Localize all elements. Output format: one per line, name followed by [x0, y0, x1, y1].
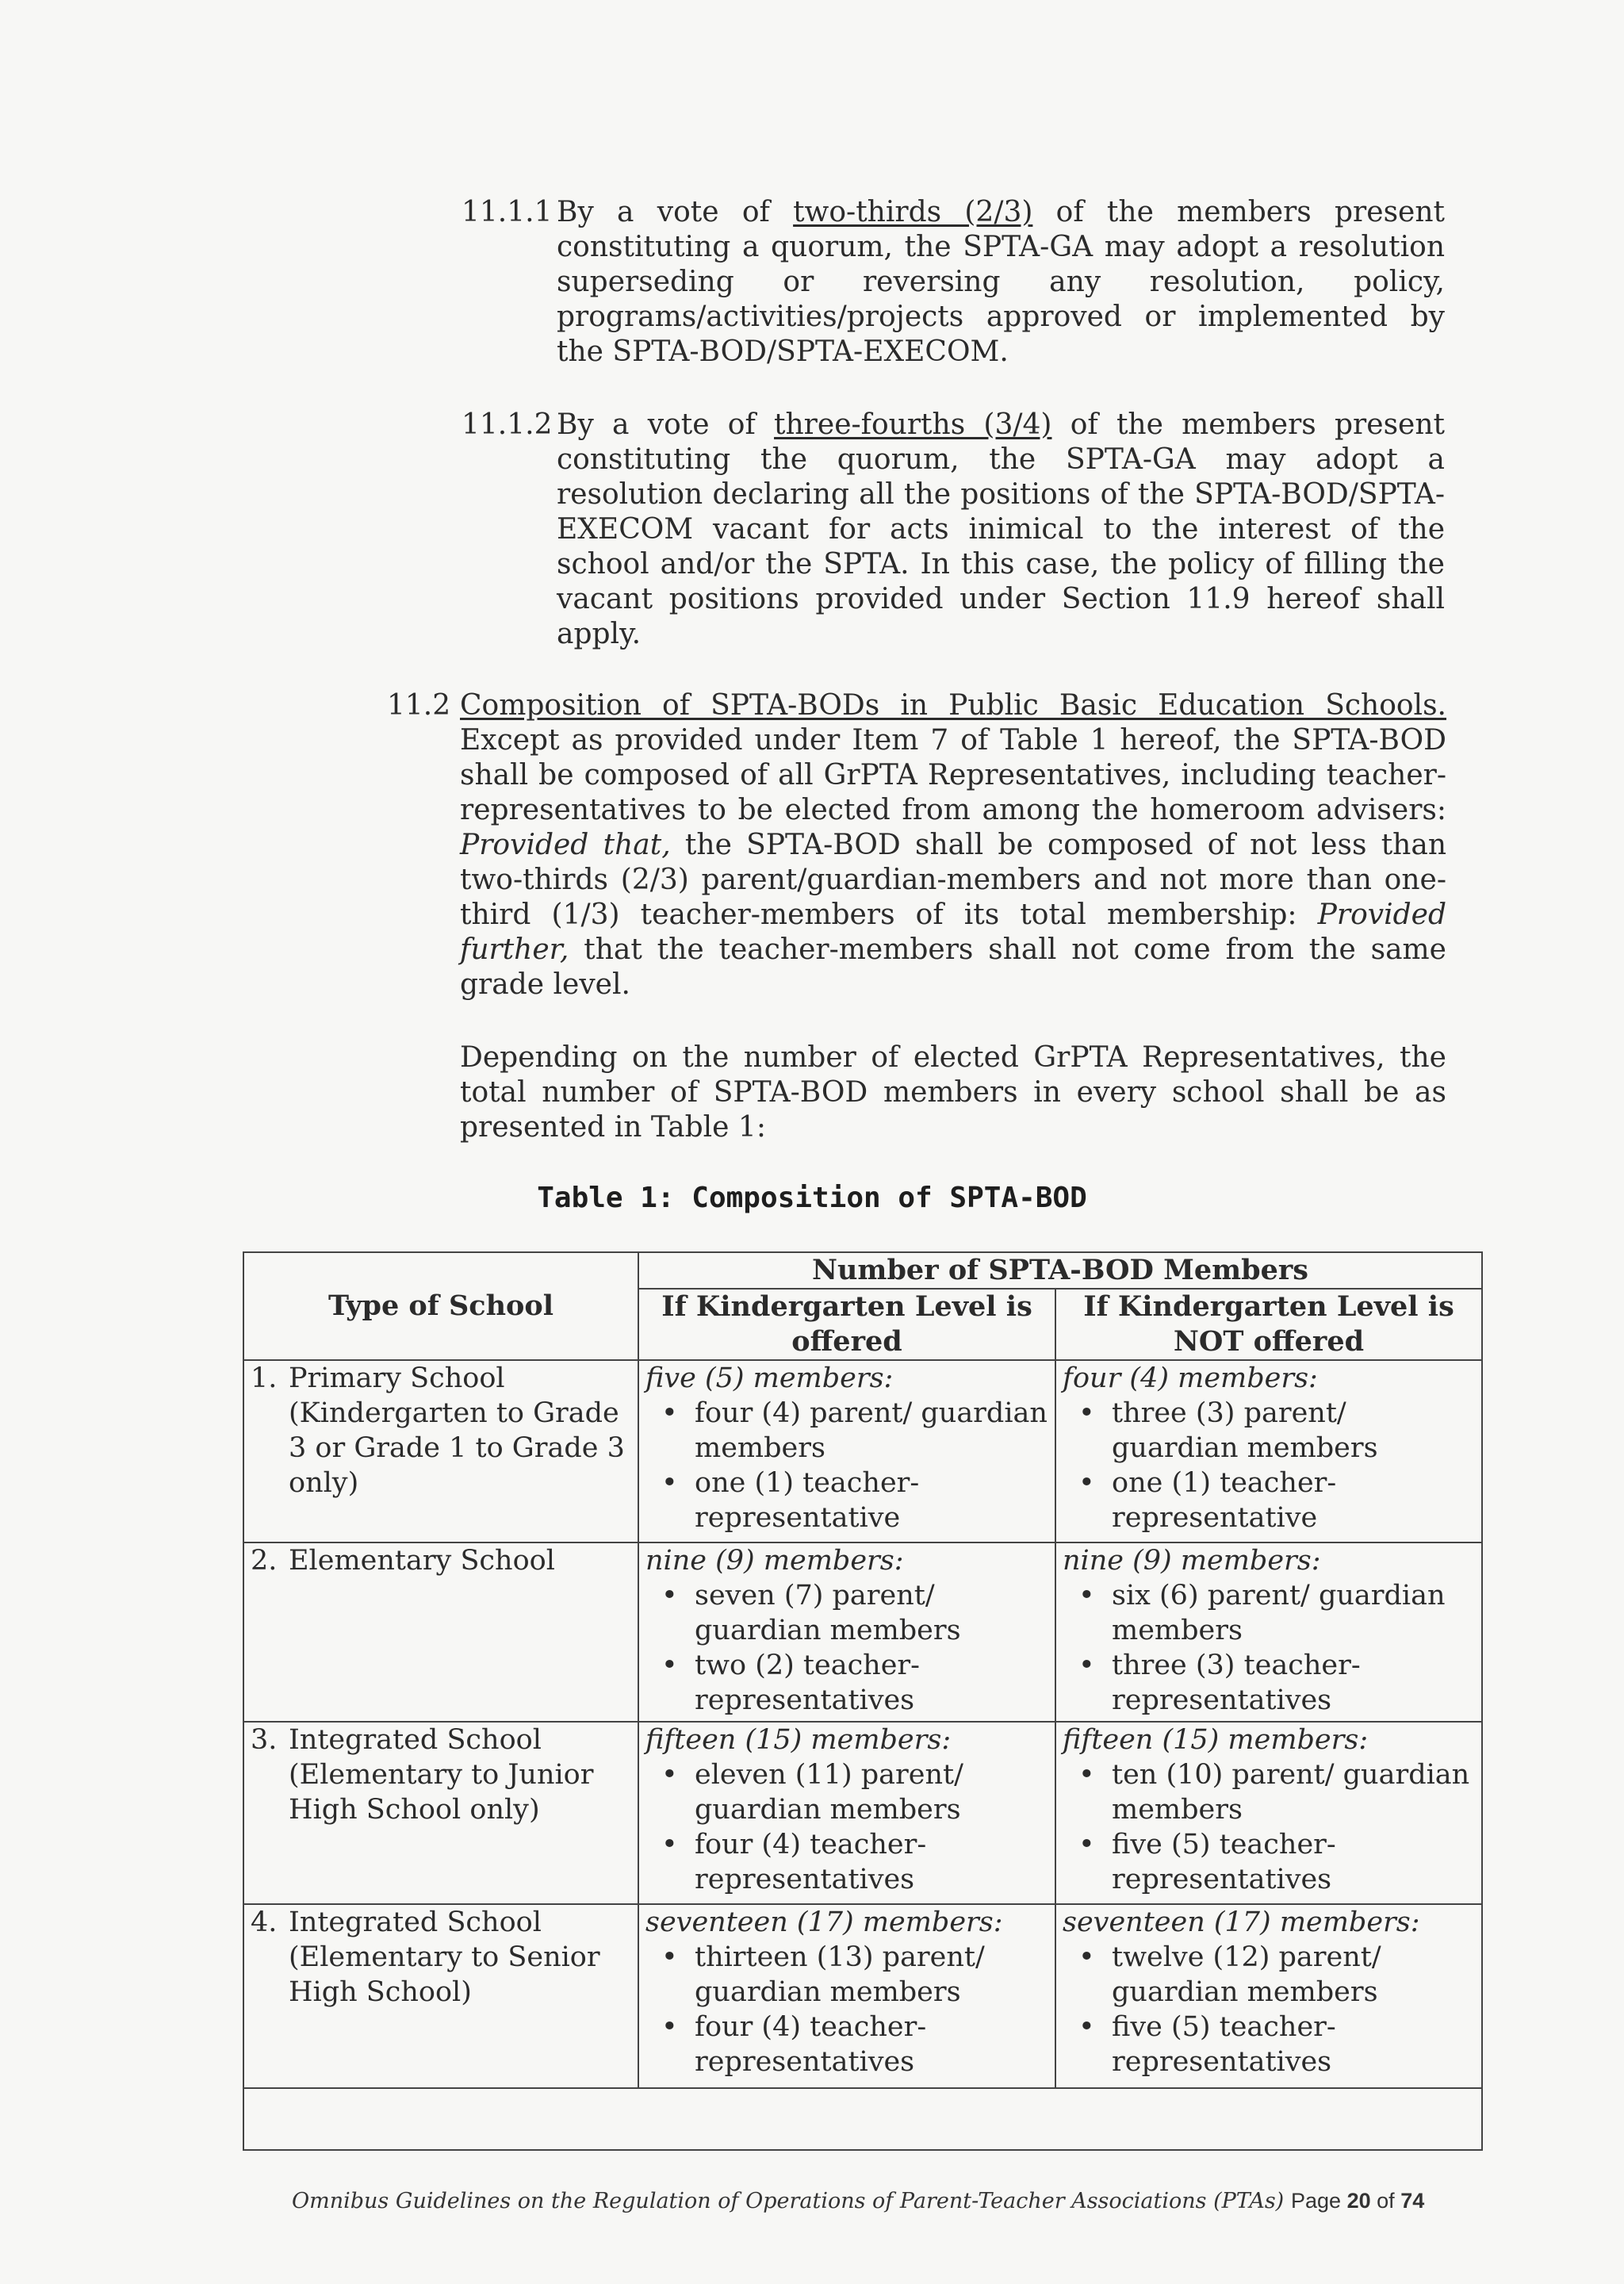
list-item: • four (4) teacher-representatives [695, 1827, 1048, 1897]
subsection-text: By a vote of three-fourths (3/4) of the members present constituting the quorum, the SPTA-GA may adopt a resolution declaring all the positions of the SPTA-BOD/SPTA-EXECOM vacant for acts inimical to the interest of the school and/or the SPTA. In this case, the policy of filling the vacant positions provided under Section 11.9 hereof shall apply. [557, 408, 1446, 650]
underlined-phrase: two-thirds (2/3) [793, 196, 1033, 228]
list-item: • thirteen (13) parent/ guardian members [695, 1940, 1048, 2010]
kindergarten-offered-cell: nine (9) members: • seven (7) parent/ guardian members • two (2) teacher-representatives [638, 1542, 1055, 1722]
list-item: • five (5) teacher-representatives [1112, 1827, 1475, 1897]
section-11-2 [387, 688, 1446, 1002]
subsection-number: 11.1.1 [462, 196, 553, 228]
underlined-phrase: three-fourths (3/4) [774, 408, 1052, 441]
kindergarten-not-offered-cell: four (4) members: • three (3) parent/ guardian members • one (1) teacher-representative [1055, 1360, 1482, 1542]
list-item: • eleven (11) parent/ guardian members [695, 1757, 1048, 1827]
kindergarten-not-offered-cell: nine (9) members: • six (6) parent/ guardian members • three (3) teacher-representatives [1055, 1542, 1482, 1722]
list-item: • five (5) teacher-representatives [1112, 2010, 1475, 2079]
kindergarten-offered-cell: seventeen (17) members: • thirteen (13) parent/ guardian members • four (4) teacher-representatives [638, 1904, 1055, 2088]
kindergarten-not-offered-cell: fifteen (15) members: • ten (10) parent/ guardian members • five (5) teacher-representatives [1055, 1722, 1482, 1904]
school-type-cell: 4. Integrated School (Elementary to Senior High School) [243, 1904, 638, 2088]
subsection-number: 11.1.2 [462, 408, 553, 441]
paragraph-table-intro: Depending on the number of elected GrPTA Representatives, the total number of SPTA-BOD members in every school shall be as presented in Table 1: [460, 1041, 1446, 1144]
table-row [243, 1360, 1482, 1542]
page-number: Page 20 of 74 [1291, 2189, 1425, 2213]
section-number: 11.2 [387, 689, 451, 722]
table-row [243, 1722, 1482, 1904]
subsection-text: By a vote of two-thirds (2/3) of the members present constituting a quorum, the SPTA-GA may adopt a resolution superseding or reversing any resolution, policy, programs/activities/projects approved or implemented by the SPTA-BOD/SPTA-EXECOM. [557, 196, 1446, 368]
list-item: • two (2) teacher-representatives [695, 1648, 1048, 1718]
list-item: • twelve (12) parent/ guardian members [1112, 1940, 1475, 2010]
composition-table [243, 1251, 1483, 2151]
header-kindergarten-offered: If Kindergarten Level is offered [638, 1289, 1055, 1360]
footer-document-title: Omnibus Guidelines on the Regulation of Operations of Parent-Teacher Associations (PTAs) [292, 2189, 1285, 2213]
list-item: • one (1) teacher-representative [1112, 1466, 1475, 1535]
list-item: • one (1) teacher-representative [695, 1466, 1048, 1535]
table-caption: Table 1: Composition of SPTA-BOD [537, 1182, 1087, 1214]
table-row-empty [243, 2088, 1482, 2150]
list-item: • three (3) parent/ guardian members [1112, 1396, 1475, 1466]
empty-cell [243, 2088, 1482, 2150]
list-item: • three (3) teacher-representatives [1112, 1648, 1475, 1718]
kindergarten-not-offered-cell: seventeen (17) members: • twelve (12) parent/ guardian members • five (5) teacher-representatives [1055, 1904, 1482, 2088]
school-type-cell: 1. Primary School (Kindergarten to Grade 3 or Grade 1 to Grade 3 only) [243, 1360, 638, 1542]
table-row [243, 1542, 1482, 1722]
subsection-11-1-1 [462, 195, 1445, 370]
kindergarten-offered-cell: fifteen (15) members: • eleven (11) parent/ guardian members • four (4) teacher-representatives [638, 1722, 1055, 1904]
header-type-of-school: Type of School [243, 1252, 638, 1360]
list-item: • four (4) parent/ guardian members [695, 1396, 1048, 1466]
subsection-11-1-2 [462, 408, 1445, 652]
school-type-cell: 3. Integrated School (Elementary to Junior High School only) [243, 1722, 638, 1904]
header-kindergarten-not-offered: If Kindergarten Level is NOT offered [1055, 1289, 1482, 1360]
section-text: Composition of SPTA-BODs in Public Basic Education Schools. Except as provided under Item 7 of Table 1 hereof, the SPTA-BOD shall be composed of all GrPTA Representatives, including teacher-representatives to be elected from among the homeroom advisers: Provided that, the SPTA-BOD shall be composed of not less than two-thirds (2/3) parent/guardian-members and not more than one-third (1/3) teacher-members of its total membership: Provided further, that the teacher-members shall not come from the same grade level. [460, 689, 1446, 1001]
list-item: • six (6) parent/ guardian members [1112, 1578, 1475, 1648]
list-item: • four (4) teacher-representatives [695, 2010, 1048, 2079]
list-item: • ten (10) parent/ guardian members [1112, 1757, 1475, 1827]
school-type-cell: 2. Elementary School [243, 1542, 638, 1722]
table-row [243, 1904, 1482, 2088]
section-heading: Composition of SPTA-BODs in Public Basic Education Schools. [460, 689, 1446, 722]
kindergarten-offered-cell: five (5) members: • four (4) parent/ guardian members • one (1) teacher-representative [638, 1360, 1055, 1542]
list-item: • seven (7) parent/ guardian members [695, 1578, 1048, 1648]
header-number-of-members: Number of SPTA-BOD Members [638, 1252, 1482, 1289]
